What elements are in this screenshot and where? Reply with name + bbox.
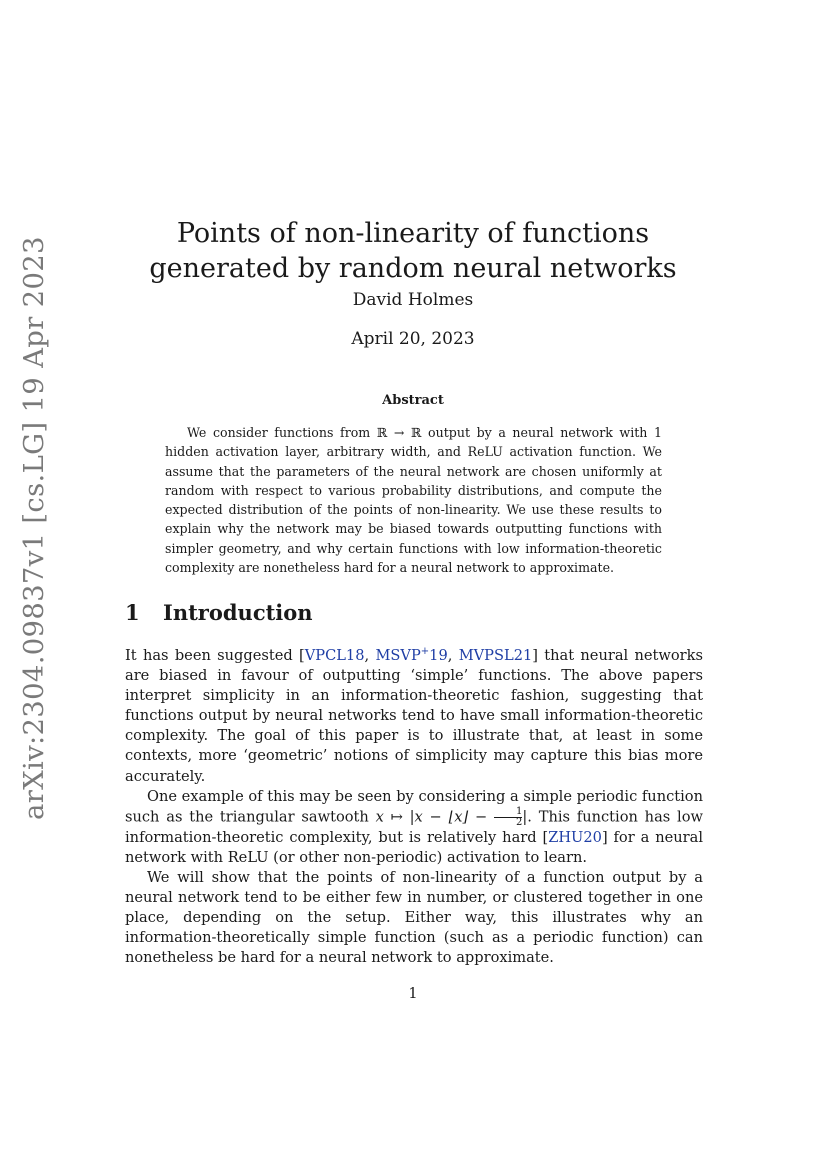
math-expression-end: |	[522, 808, 528, 826]
author: David Holmes	[352, 290, 474, 310]
text-span: One example of this may be seen by considering a simple periodic function such as the triangular sawtooth	[125, 787, 703, 826]
math-fraction	[494, 807, 522, 828]
fraction-numerator: 1	[516, 805, 523, 817]
date: April 20, 2023	[351, 329, 475, 349]
section-number: 1	[125, 600, 140, 625]
section-title: Introduction	[163, 600, 313, 625]
text-span: It has been suggested [	[125, 647, 305, 664]
citation-mvpsl21[interactable]: MVPSL21	[458, 647, 533, 664]
section-heading	[125, 600, 313, 625]
paragraph-1: It has been suggested [VPCL18, MSVP+19, MVPSL21] that neural networks are biased in favour of outputting ‘simple’ functions. The above papers interpret simplicity in an information-theoretic fashion, suggesting that functions output by neural networks tend to have small information-theoretic complexity. The goal of this paper is to illustrate that, at least in some contexts, more ‘geometric’ notions of simplicity may capture this bias more accurately.	[125, 646, 703, 785]
citation-vpcl18[interactable]: VPCL18	[304, 647, 365, 664]
abstract-body: We consider functions from ℝ → ℝ output by a neural network with 1 hidden activation layer, arbitrary width, and ReLU activation function. We assume that the parameters of the neural network are chosen uniformly at random with respect to various probability distributions, and compute the expected distribution of the points of non-linearity. We use these results to explain why the network may be biased towards outputting functions with simpler geometry, and why certain functions with low information-theoretic complexity are nonetheless hard for a neural network to approximate.	[165, 425, 662, 576]
citation-year: 19	[429, 647, 448, 664]
fraction-denominator: 2	[494, 817, 522, 828]
page-number: 1	[408, 986, 418, 1002]
body-text	[125, 646, 703, 968]
math-expression: x ↦ |x − ⌊x⌋ −	[375, 808, 494, 826]
citation-msvp19[interactable]	[375, 647, 447, 664]
text-span: ] for a neural network with ReLU (or other non-periodic) activation to learn.	[125, 828, 703, 866]
citation-text: MSVP	[375, 647, 421, 664]
text-span: ] that neural networks are biased in favour of outputting ‘simple’ functions. The above papers interpret simplicity in an information-theoretic fashion, suggesting that functions output by neural networks tend to have small information-theoretic complexity. The goal of this paper is to illustrate that, at least in some contexts, more ‘geometric’ notions of simplicity may capture this bias more accurately.	[125, 647, 703, 785]
abstract-heading: Abstract	[382, 393, 444, 408]
citation-zhu20[interactable]: ZHU20	[548, 828, 602, 846]
paragraph-3: We will show that the points of non-linearity of a function output by a neural network tend to be either few in number, or clustered together in one place, depending on the setup. Either way, this illustrates why an information-theoretically simple function (such as a periodic function) can nonetheless be hard for a neural network to approximate.	[125, 868, 703, 967]
text-span: . This function has low information-theoretic complexity, but is relatively hard [	[125, 808, 704, 846]
paper-title: Points of non-linearity of functions generated by random neural networks	[149, 218, 677, 285]
paragraph-2	[125, 787, 703, 868]
arxiv-stamp: arXiv:2304.09837v1 [cs.LG] 19 Apr 2023	[18, 236, 50, 820]
citation-superscript: +	[420, 646, 430, 658]
